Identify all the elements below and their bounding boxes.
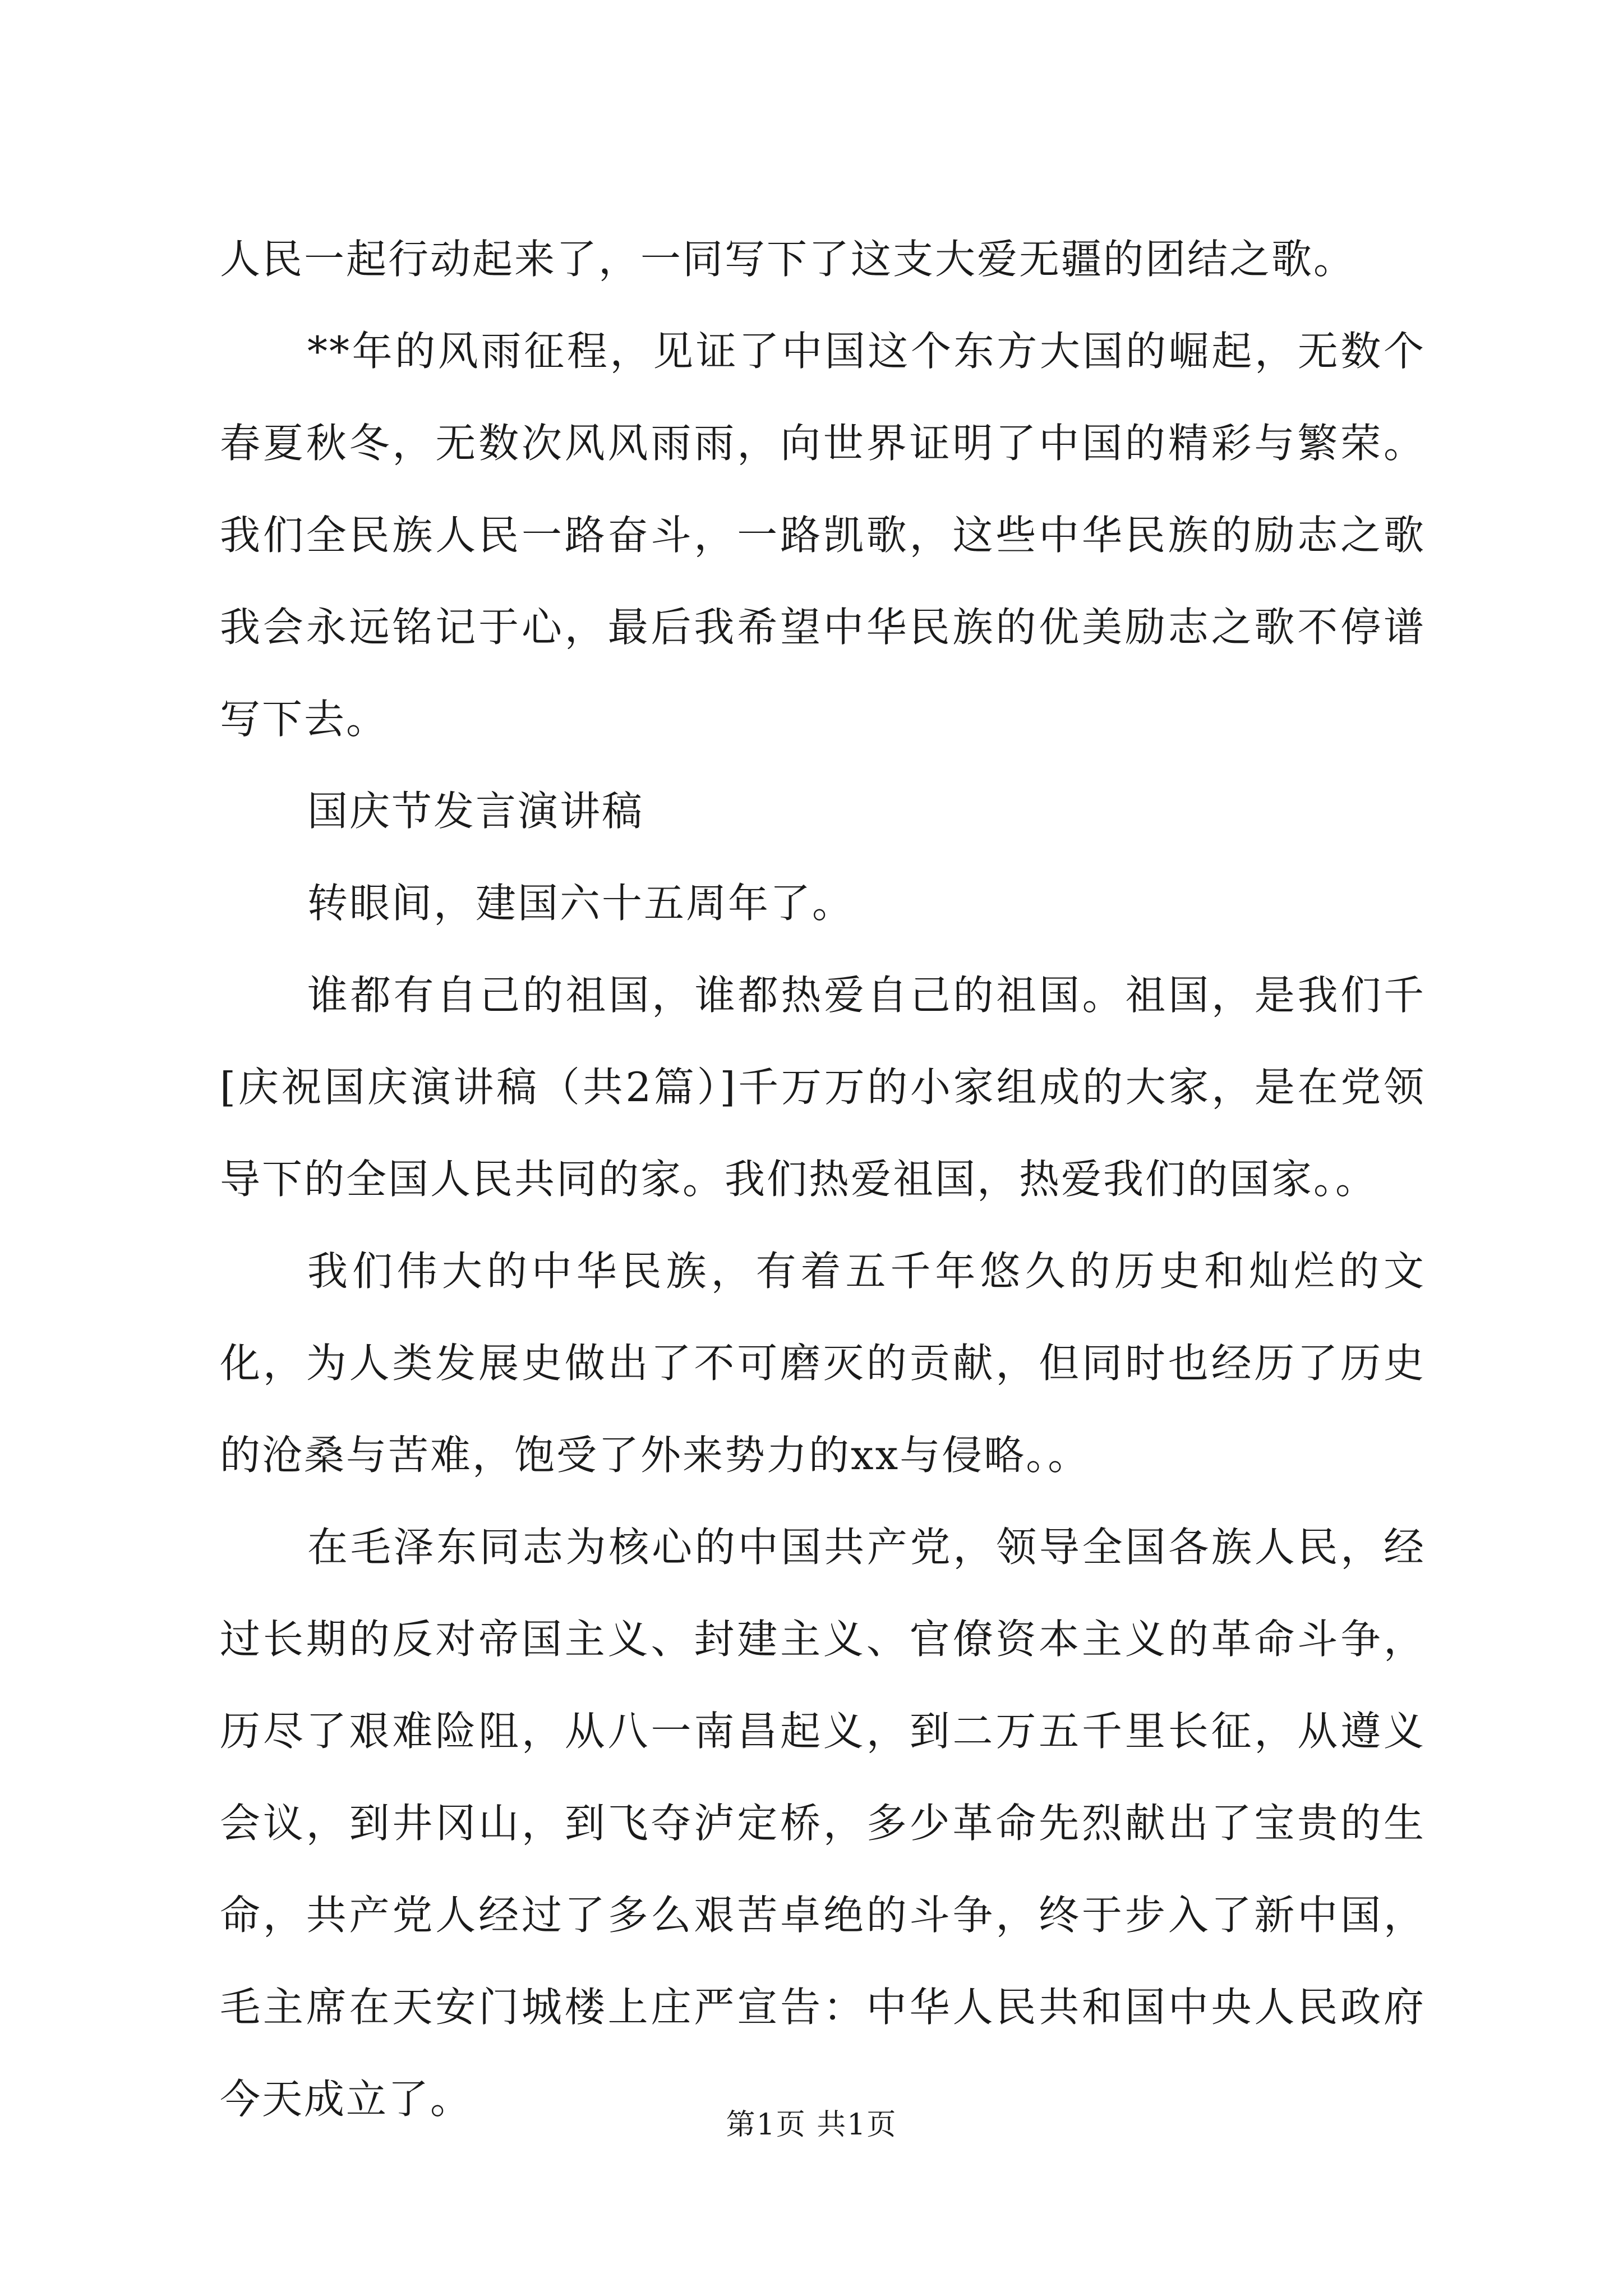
paragraph-2: **年的风雨征程，见证了中国这个东方大国的崛起，无数个春夏秋冬，无数次风风雨雨，向世界证明了中国的精彩与繁荣。我们全民族人民一路奋斗，一路凯歌，这些中华民族的励志之歌我会永远铭记于心，最后我希望中华民族的优美励志之歌不停谱写下去。 <box>220 328 1426 743</box>
paragraph-1: 人民一起行动起来了，一同写下了这支大爱无疆的团结之歌。 <box>220 236 1356 283</box>
document-body <box>220 213 1426 2145</box>
speech-title: 国庆节发言演讲稿 <box>307 788 644 835</box>
paragraph-6: 在毛泽东同志为核心的中国共产党，领导全国各族人民，经过长期的反对帝国主义、封建主义、官僚资本主义的革命斗争，历尽了艰难险阻，从八一南昌起义，到二万五千里长征，从遵义会议，到井冈山，到飞夺泸定桥，多少革命先烈献出了宝贵的生命，共产党人经过了多么艰苦卓绝的斗争，终于步入了新中国，毛主席在天安门城楼上庄严宣告：中华人民共和国中央人民政府今天成立了。 <box>220 1524 1426 2123</box>
paragraph-3: 转眼间，建国六十五周年了。 <box>307 880 855 927</box>
paragraph-5: 我们伟大的中华民族，有着五千年悠久的历史和灿烂的文化，为人类发展史做出了不可磨灭的贡献，但同时也经历了历史的沧桑与苦难，饱受了外来势力的xx与侵略。。 <box>220 1248 1426 1479</box>
paragraph-4: 谁都有自己的祖国，谁都热爱自己的祖国。祖国，是我们千[庆祝国庆演讲稿（共2篇）]千万万的小家组成的大家，是在党领导下的全国人民共同的家。我们热爱祖国，热爱我们的国家。。 <box>220 972 1426 1203</box>
page-footer: 第1页 共1页 <box>726 2108 897 2142</box>
